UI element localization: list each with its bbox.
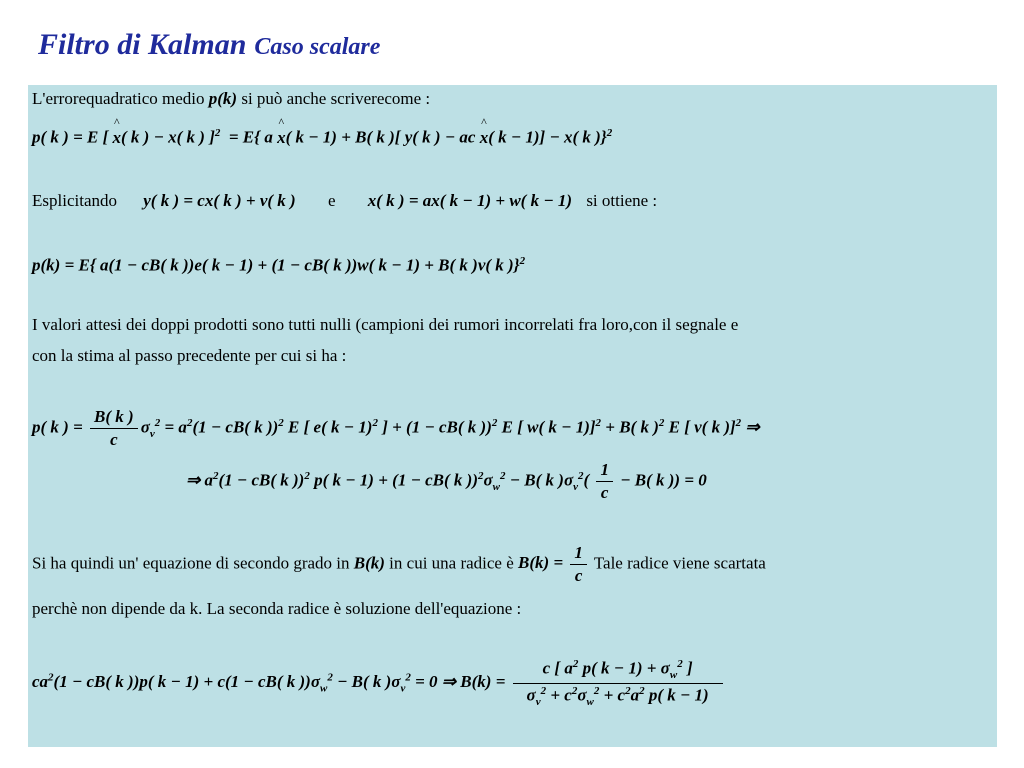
equation-5: $ca^2(1 - cB$( k ))p( k − 1) + c(1 − cB( k ))$\sigma_w^2 - B$( k )$\sigma_v^2 = 0$ ⇒ B(k) = $\frac{c [ a^2 p( k - 1) + \sigma_w^2 ]}{\sigma_v^2 + c^2\sigma_w^2 + c^2a^2 p( k - 1)}$: [32, 658, 726, 708]
measurement-eq: y( k ) = cx( k ) + v( k ): [143, 191, 296, 210]
equation-4: ⇒ $a^2(1 - cB$( k ))$^2$ p( k − 1) + (1 − cB( k ))$^2\sigma_w^2 - B$( k )$\sigma_v^2$( $\frac{1}{c}$ − B( k )) = 0: [186, 460, 707, 502]
content-box: [28, 85, 997, 747]
equation-3: p( k ) = $\frac{B( k )}{c}$ $\sigma_v^2 = a^2(1 - cB$( k ))$^2$ E [ e( k − 1)$^2$ ] + (1 − cB( k ))$^2$ E [ w( k − 1)]$^2$ + B( k )$^2$ E [ v( k )]$^2$ ⇒: [32, 407, 760, 449]
title-sub: Caso scalare: [254, 34, 381, 60]
explicit-text: Esplicitando: [32, 191, 117, 210]
second-degree-line: [32, 543, 766, 586]
intro-text-a: L'errorequadratico medio: [32, 89, 209, 108]
obtain-text: si ottiene :: [586, 191, 658, 210]
intro-text-b: si può anche scriverecome :: [237, 89, 431, 108]
equation-2: p(k) = E{ a(1 − cB( k ))e( k − 1) + (1 − cB( k ))w( k − 1) + B( k )v( k )}$^2$: [32, 255, 526, 275]
second-degree-bk: B(k): [353, 553, 385, 573]
title-main: Filtro di Kalman: [38, 28, 247, 61]
intro-line: [32, 89, 430, 109]
intro-pk: p(k): [208, 89, 238, 108]
equation-1: p( k ) = E [ ^ x( k ) − x( k ) ]$^2$ = E{ a ^ x( k − 1) + B( k )[ y( k ) − ac ^ x( k − 1)] − x( k )}$^2$: [32, 127, 612, 148]
second-degree-text-a: Si ha quindi un' equazione di secondo grado in: [32, 553, 354, 573]
second-root-line: perchè non dipende da k. La seconda radice è soluzione dell'equazione :: [32, 599, 522, 618]
explicit-line: [32, 191, 657, 211]
state-eq: x( k ) = ax( k − 1) + w( k − 1): [367, 191, 573, 210]
paragraph-line-1: I valori attesi dei doppi prodotti sono tutti nulli (campioni dei rumori incorrelati fra loro,con il segnale e: [32, 315, 739, 334]
second-degree-text-b: in cui una radice è: [384, 553, 519, 573]
slide-title: [38, 28, 380, 62]
and-text: e: [327, 191, 336, 210]
root-expression: B(k) = $\frac{1}{c}$: [518, 553, 590, 572]
second-degree-text-c: Tale radice viene scartata: [589, 553, 766, 573]
paragraph-line-2: con la stima al passo precedente per cui si ha :: [32, 346, 347, 365]
